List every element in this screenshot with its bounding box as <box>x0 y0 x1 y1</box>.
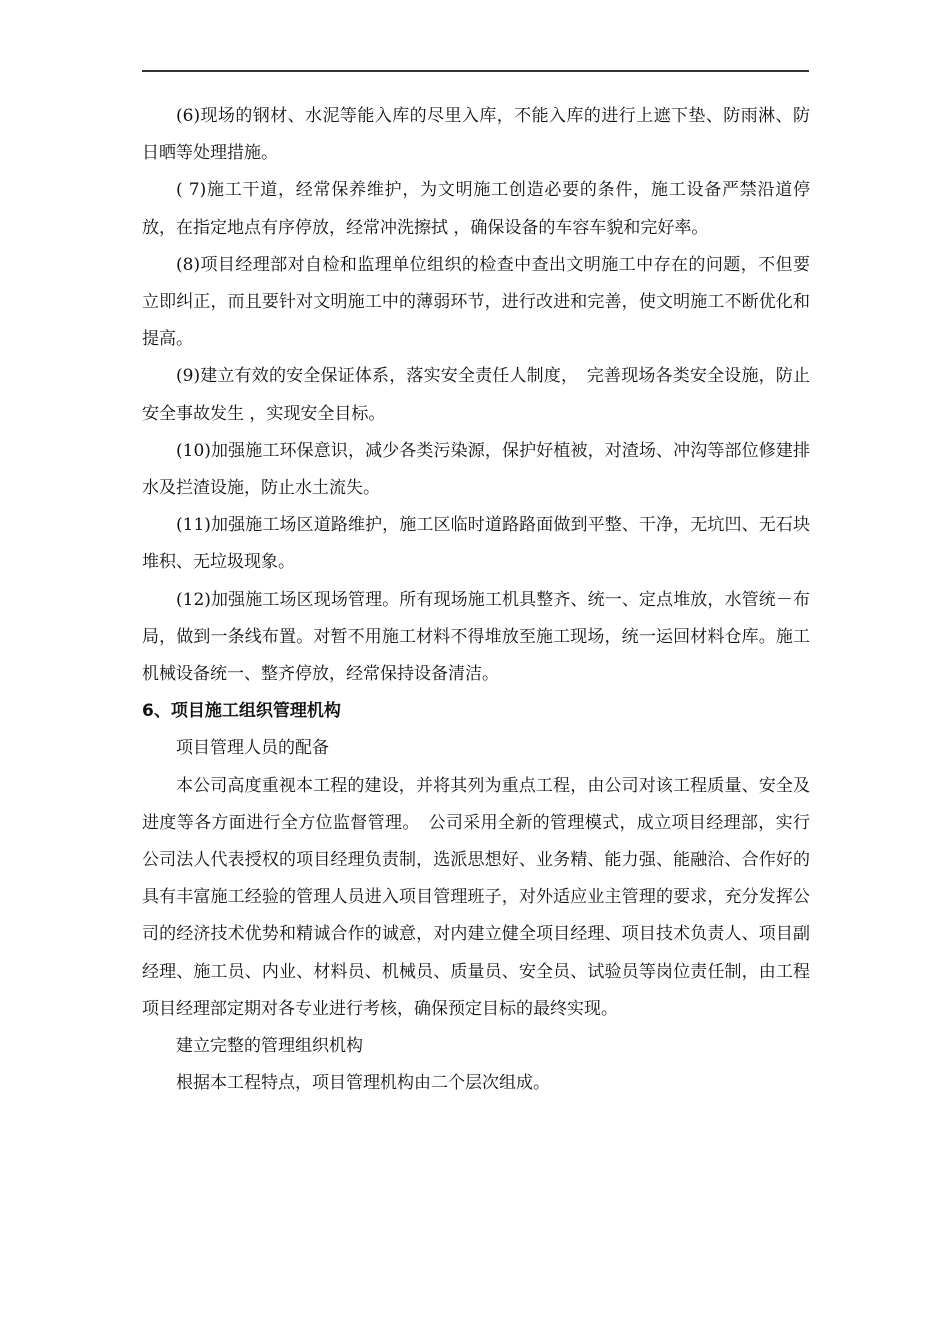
paragraph-item-7: ( 7)施工干道，经常保养维护，为文明施工创造必要的条件，施工设备严禁沿道停放，在指定地点有序停放，经常冲洗擦拭 ，确保设备的车容车貌和完好率。 <box>142 180 810 238</box>
header-rule <box>142 70 809 72</box>
paragraph-item-8: (8)项目经理部对自检和监理单位组织的检查中查出文明施工中存在的问题，不但要立即纠正，而且要针对文明施工中的薄弱环节，进行改进和完善，使文明施工不断优化和提高。 <box>142 254 810 350</box>
paragraph-item-12: (12)加强施工场区现场管理。所有现场施工机具整齐、统一、定点堆放，水管统－布局，做到一条线布置。对暂不用施工材料不得堆放至施工现场，统一运回材料仓库。施工机械设备统一、整齐停放，经常保持设备清洁。 <box>142 589 810 685</box>
section-heading: 6、项目施工组织管理机构 <box>142 701 341 722</box>
paragraph-item-10: (10)加强施工环保意识，减少各类污染源，保护好植被，对渣场、冲沟等部位修建排水及拦渣设施，防止水土流失。 <box>142 440 810 499</box>
document-body <box>142 98 810 1102</box>
paragraph-item-6: (6)现场的钢材、水泥等能入库的尽里入库，不能入库的进行上遮下垫、防雨淋、防日晒等处理措施。 <box>142 106 810 164</box>
paragraph-item-11: (11)加强施工场区道路维护，施工区临时道路路面做到平整、干净，无坑凹、无石块堆积、无垃圾现象。 <box>142 515 810 573</box>
paragraph-staffing: 本公司高度重视本工程的建设，并将其列为重点工程，由公司对该工程质量、安全及进度等各方面进行全方位监督管理。 公司采用全新的管理模式，成立项目经理部，实行公司法人代表授权的项目经理负责制，选派思想好、业务精、能力强、能融洽、合作好的具有丰富施工经验的管理人员进入项目管理班子，对外适应业主管理的要求，充分发挥公司的经济技术优势和精诚合作的诚意，对内建立健全项目经理、项目技术负责人、项目副经理、施工员、内业、材料员、机械员、质量员、安全员、试验员等岗位责任制，由工程项目经理部定期对各专业进行考核，确保预定目标的最终实现。 <box>142 775 810 1019</box>
subheading-staffing: 项目管理人员的配备 <box>176 738 329 759</box>
paragraph-organization: 根据本工程特点，项目管理机构由二个层次组成。 <box>176 1073 550 1094</box>
paragraph-item-9: (9)建立有效的安全保证体系，落实安全责任人制度， 完善现场各类安全设施，防止安全事故发生 ，实现安全目标。 <box>142 366 810 424</box>
subheading-organization: 建立完整的管理组织机构 <box>176 1036 363 1057</box>
